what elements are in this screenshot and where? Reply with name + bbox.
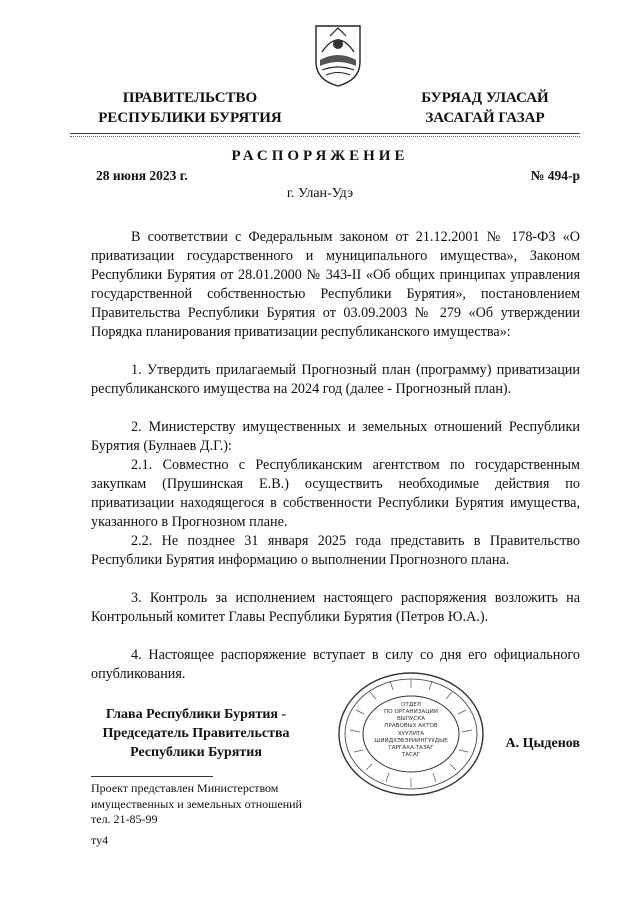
stamp-line-6: ШИИДХЭБЭРИИНГУУДЫЕ	[374, 738, 448, 744]
header-left	[70, 88, 310, 128]
paragraph-1: 1. Утвердить прилагаемый Прогнозный план (программу) приватизации республиканского имущества на 2024 год (далее - Прогнозный план).	[91, 362, 580, 397]
document-city: г. Улан-Удэ	[286, 186, 354, 201]
document-number: № 494-р	[530, 168, 580, 183]
signatory-line2: Председатель Правительства	[102, 726, 290, 741]
document-date: 28 июня 2023 г.	[96, 168, 188, 183]
header-divider-dotted	[70, 136, 580, 137]
paragraph-2-1: 2.1. Совместно с Республиканским агентством по государственным закупкам (Прушинская Е.В.) осуществить необходимые действия по приватизации находящегося в собственности Республики Бурятия имущества, указанного в Прогнозном плане.	[91, 457, 580, 530]
stamp-line-2: ПО ОРГАНИЗАЦИИ	[384, 709, 438, 715]
stamp-line-7: ГАРГАХА ТАЗАГ	[388, 745, 434, 751]
stamp-line-8: ТАСАГ	[401, 752, 421, 758]
footer-line3: тел. 21-85-99	[91, 812, 158, 826]
signatory-line3: Республики Бурятия	[130, 745, 262, 760]
signatory-name: А. Цыденов	[505, 736, 580, 751]
header-right	[390, 88, 580, 128]
stamp-line-4: ПРАВОВЫХ АКТОВ	[384, 723, 438, 729]
footer-divider	[91, 776, 213, 777]
header-divider	[70, 133, 580, 134]
paragraph-4: 4. Настоящее распоряжение вступает в силу со дня его официального опубликования.	[91, 647, 580, 682]
official-stamp	[336, 670, 486, 798]
stamp-line-3: ВЫПУСКА	[396, 716, 426, 722]
footer-line2: имущественных и земельных отношений	[91, 796, 302, 811]
document-body	[91, 228, 580, 684]
header-left-line1: ПРАВИТЕЛЬСТВО	[122, 90, 258, 106]
paragraph-2-2: 2.2. Не позднее 31 января 2025 года представить в Правительство Республики Бурятия информацию о выполнении Прогнозного плана.	[91, 533, 580, 568]
stamp-line-5: ХУУЛИТА	[397, 731, 425, 737]
preamble-paragraph: В соответствии с Федеральным законом от 21.12.2001 № 178-ФЗ «О приватизации государственного и муниципального имущества», Законом Республики Бурятия от 28.01.2000 № 343-II «Об общих принципах управления государственной собственностью Республики Бурятия», постановлением Правительства Республики Бурятия от 03.09.2003 № 279 «Об утверждении Порядка планирования приватизации республиканского имущества»:	[91, 229, 580, 340]
paragraph-2: 2. Министерству имущественных и земельных отношений Республики Бурятия (Булнаев Д.Г.):	[91, 419, 580, 454]
header-right-line1: БУРЯАД УЛАСАЙ	[421, 90, 549, 106]
signatory-title	[80, 705, 312, 762]
document-title: РАСПОРЯЖЕНИЕ	[231, 148, 409, 164]
signatory-line1: Глава Республики Бурятия -	[105, 707, 287, 722]
footer-initials: ту4	[91, 833, 109, 847]
footer-line1: Проект представлен Министерством	[91, 781, 279, 795]
paragraph-3: 3. Контроль за исполнением настоящего распоряжения возложить на Контрольный комитет Главы Республики Бурятия (Петров Ю.А.).	[91, 590, 580, 625]
header-right-line2: ЗАСАГАЙ ГАЗАР	[425, 110, 545, 126]
header-left-line2: РЕСПУБЛИКИ БУРЯТИЯ	[98, 110, 282, 126]
coat-of-arms-icon	[312, 22, 364, 88]
stamp-line-1: ОТДЕЛ	[401, 702, 421, 708]
footer-note	[91, 781, 391, 828]
